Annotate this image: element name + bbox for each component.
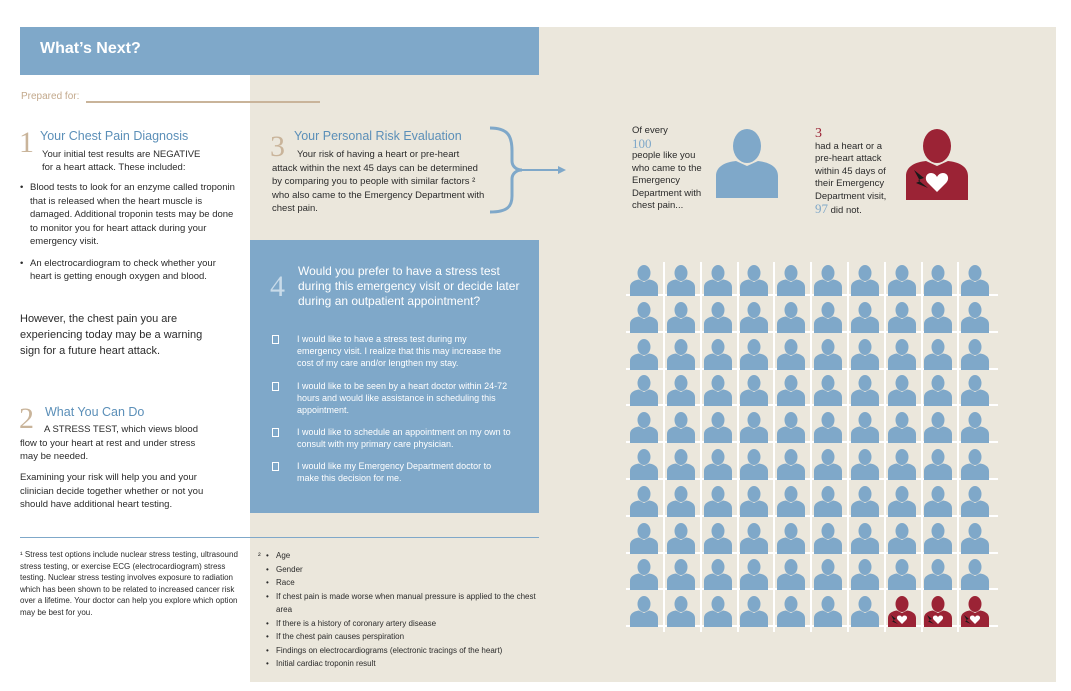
section2-number: 2: [19, 402, 34, 435]
person-icon: [851, 522, 879, 554]
person-icon: [888, 301, 916, 333]
person-icon: [961, 448, 989, 480]
grid-line: [700, 262, 702, 632]
person-icon: [630, 374, 658, 406]
total-count: 100: [632, 135, 652, 151]
person-icon: [924, 264, 952, 296]
person-icon: [814, 448, 842, 480]
person-icon: [704, 264, 732, 296]
person-icon: [740, 595, 768, 627]
person-affected-icon: [961, 595, 989, 627]
page-title: What’s Next?: [40, 40, 141, 57]
person-icon: [851, 374, 879, 406]
section3-number: 3: [270, 130, 285, 163]
option-doctor-decides[interactable]: I would like my Emergency Department doctor to make this decision for me.: [272, 460, 512, 484]
person-icon: [814, 374, 842, 406]
section3-title: Your Personal Risk Evaluation: [294, 129, 462, 143]
person-icon: [777, 301, 805, 333]
person-icon: [740, 301, 768, 333]
decision-question: Would you prefer to have a stress test during this emergency visit or decide later during an outpatient appointment?: [298, 264, 520, 308]
person-icon: [777, 264, 805, 296]
checkbox[interactable]: [272, 382, 279, 391]
section1-bullets: [20, 181, 235, 292]
risk-summary-total: Of every 100 people like you who came to the Emergency Department with chest pain...: [632, 125, 707, 213]
grid-line: [773, 262, 775, 632]
person-icon: [961, 264, 989, 296]
person-icon: [667, 338, 695, 370]
person-icon: [630, 264, 658, 296]
person-icon: [740, 374, 768, 406]
person-icon: [777, 558, 805, 590]
section4-number: 4: [270, 270, 285, 303]
grid-line: [663, 262, 665, 632]
person-icon: [888, 411, 916, 443]
header-bar: [20, 27, 539, 75]
bullet-troponin: • Blood tests to look for an enzyme called troponin that is released when the heart muscle is damaged. Additional troponin tests may be done to monitor you for heart attack during your emergency visit.: [20, 181, 235, 249]
person-icon: [630, 485, 658, 517]
person-icon: [667, 374, 695, 406]
person-icon: [851, 485, 879, 517]
unaffected-count: 97: [815, 201, 828, 216]
person-icon: [667, 448, 695, 480]
person-icon: [814, 264, 842, 296]
brace-arrow-icon: [488, 126, 568, 216]
section2-title: What You Can Do: [45, 405, 145, 419]
risk-factor-item: • If there is a history of coronary artery disease: [264, 617, 544, 631]
person-icon: [704, 558, 732, 590]
section3-text: Your risk of having a heart or pre-heart attack within the next 45 days can be determined by comparing you to people with similar factors ² who also came to the Emergency Department with chest pain.: [272, 149, 485, 214]
person-icon: [667, 411, 695, 443]
section2-text2: Examining your risk will help you and your clinician decide together whether or not you should have additional heart testing.: [20, 472, 204, 510]
person-icon: [814, 485, 842, 517]
section1-title: Your Chest Pain Diagnosis: [40, 129, 189, 143]
person-icon: [777, 522, 805, 554]
section1-intro-2: for a heart attack. These included:: [42, 162, 186, 173]
grid-line: [737, 262, 739, 632]
person-icon: [777, 448, 805, 480]
person-icon: [961, 338, 989, 370]
person-icon: [814, 338, 842, 370]
checkbox[interactable]: [272, 462, 279, 471]
grid-line: [810, 262, 812, 632]
person-icon: [888, 558, 916, 590]
footnote-stress-test: ¹ Stress test options include nuclear stress testing, ultrasound stress testing, or exercise ECG (electrocardiogram) stress testing. Nuclear stress testing involves exposure to radiation which has been shown to be related to increased cancer risk over a lifetime. Your doctor can help you explore which option may be best for you.: [20, 550, 238, 617]
person-icon: [704, 338, 732, 370]
person-icon: [888, 374, 916, 406]
person-icon: [888, 485, 916, 517]
section1-number: 1: [19, 126, 34, 159]
person-icon: [924, 485, 952, 517]
person-icon: [740, 485, 768, 517]
person-icon: [667, 595, 695, 627]
person-icon: [630, 301, 658, 333]
person-icon: [630, 522, 658, 554]
person-blue-large-icon: [716, 126, 778, 198]
person-icon: [888, 264, 916, 296]
section1-intro-1: Your initial test results are NEGATIVE: [42, 149, 201, 160]
person-icon: [851, 448, 879, 480]
person-icon: [630, 448, 658, 480]
person-icon: [630, 558, 658, 590]
option-stress-test-now[interactable]: I would like to have a stress test during my emergency visit. I realize that this may increase the cost of my care and/or lengthen my stay.: [272, 333, 512, 369]
person-icon: [851, 301, 879, 333]
risk-factor-item: • ² Age: [264, 549, 544, 563]
person-icon: [888, 522, 916, 554]
person-icon: [777, 411, 805, 443]
person-icon: [851, 264, 879, 296]
bullet-ecg: • An electrocardiogram to check whether your heart is getting enough oxygen and blood.: [20, 257, 235, 284]
person-icon: [924, 558, 952, 590]
person-icon: [667, 301, 695, 333]
checkbox[interactable]: [272, 428, 279, 437]
person-icon: [667, 485, 695, 517]
grid-line: [921, 262, 923, 632]
person-icon: [961, 411, 989, 443]
person-icon: [777, 374, 805, 406]
grid-line: [847, 262, 849, 632]
grid-line: [884, 262, 886, 632]
risk-factor-item: • Race: [264, 576, 544, 590]
person-icon: [740, 448, 768, 480]
person-icon: [740, 411, 768, 443]
person-icon: [740, 338, 768, 370]
person-icon: [961, 374, 989, 406]
prepared-for-field[interactable]: [86, 101, 320, 103]
person-icon: [777, 338, 805, 370]
person-icon: [851, 595, 879, 627]
risk-factor-item: • If chest pain is made worse when manual pressure is applied to the chest area: [264, 590, 544, 617]
person-icon: [704, 595, 732, 627]
person-icon: [924, 522, 952, 554]
risk-factor-item: • Gender: [264, 563, 544, 577]
person-icon: [961, 301, 989, 333]
person-icon: [961, 485, 989, 517]
person-icon: [704, 374, 732, 406]
person-icon: [740, 558, 768, 590]
risk-summary-affected: 3 had a heart or a pre-heart attack within 45 days of their Emergency Department visit, 97 did not.: [815, 128, 895, 218]
person-icon: [777, 595, 805, 627]
affected-count: 3: [815, 126, 822, 141]
person-icon: [888, 448, 916, 480]
person-icon: [704, 301, 732, 333]
person-icon: [740, 264, 768, 296]
person-icon: [667, 522, 695, 554]
grid-line: [957, 262, 959, 632]
option-primary-care[interactable]: I would like to schedule an appointment on my own to consult with my primary care physician.: [272, 426, 512, 450]
person-icon: [704, 485, 732, 517]
person-icon: [814, 595, 842, 627]
person-icon: [814, 558, 842, 590]
person-icon: [667, 264, 695, 296]
risk-factor-item: • Findings on electrocardiograms (electronic tracings of the heart): [264, 644, 544, 658]
person-icon: [814, 411, 842, 443]
decision-panel: [250, 240, 539, 513]
person-red-heart-large-icon: [906, 126, 968, 200]
section1-warning: However, the chest pain you are experiencing today may be a warning sign for a future heart attack.: [20, 313, 203, 357]
person-icon: [851, 558, 879, 590]
person-icon: [851, 411, 879, 443]
risk-factor-item: • If the chest pain causes perspiration: [264, 630, 544, 644]
person-icon: [630, 338, 658, 370]
person-affected-icon: [924, 595, 952, 627]
person-icon: [667, 558, 695, 590]
checkbox[interactable]: [272, 335, 279, 344]
person-icon: [814, 301, 842, 333]
person-icon: [630, 595, 658, 627]
person-icon: [924, 338, 952, 370]
person-icon: [961, 558, 989, 590]
risk-factor-item: • Initial cardiac troponin result: [264, 657, 544, 671]
option-heart-doctor[interactable]: I would like to be seen by a heart doctor within 24-72 hours and would like assistance in scheduling this appointment.: [272, 380, 512, 416]
person-affected-icon: [888, 595, 916, 627]
person-icon: [924, 301, 952, 333]
person-icon: [740, 522, 768, 554]
section2-text1: A STRESS TEST, which views blood flow to your heart at rest and under stress may be needed.: [20, 424, 198, 462]
person-icon: [777, 485, 805, 517]
divider: [20, 537, 539, 538]
person-icon: [851, 338, 879, 370]
person-icon: [704, 448, 732, 480]
person-icon: [924, 411, 952, 443]
person-icon: [924, 448, 952, 480]
person-icon: [924, 374, 952, 406]
person-icon: [704, 522, 732, 554]
person-icon: [630, 411, 658, 443]
person-icon: [704, 411, 732, 443]
person-icon: [888, 338, 916, 370]
prepared-for-label: Prepared for:: [21, 91, 80, 102]
footnote-risk-factors: [258, 549, 544, 671]
person-icon: [961, 522, 989, 554]
person-icon: [814, 522, 842, 554]
